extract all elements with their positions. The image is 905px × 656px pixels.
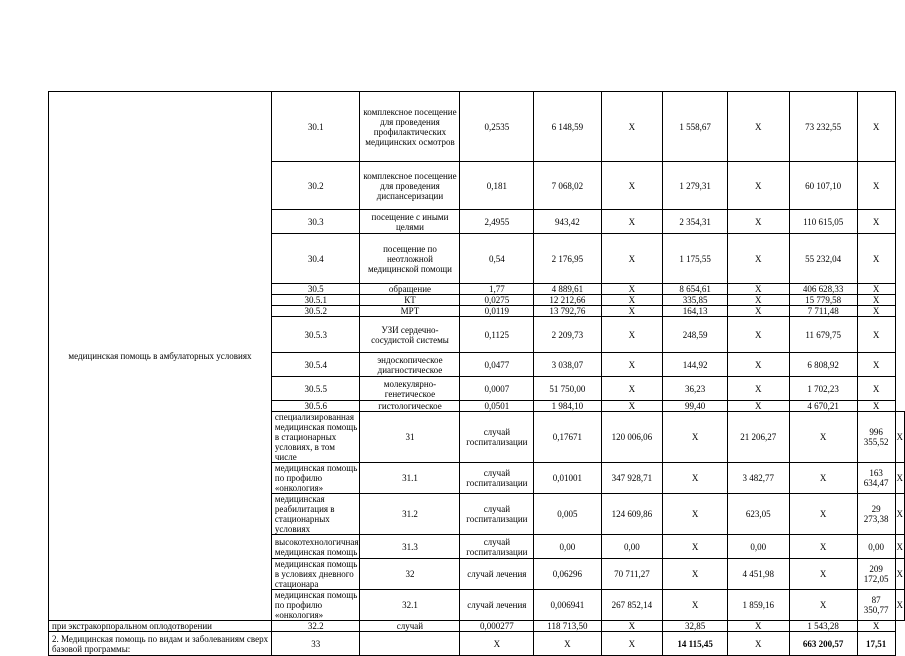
code-cell: 32.1 [360, 590, 460, 621]
code-cell: 31.2 [360, 494, 460, 535]
sum-per-capita-cell: 335,85 [663, 295, 727, 306]
x-cell-1: Х [601, 306, 663, 317]
sum-total-cell: 15 779,58 [789, 295, 857, 306]
row-label-cell: медицинская помощь по профилю «онкология» [271, 590, 360, 621]
norm-cell: 0,2535 [460, 92, 534, 162]
table-row [49, 621, 905, 632]
sum-total-cell: 4 670,21 [789, 401, 857, 412]
unit-cell: комплексное посещение для проведения профилактических медицинских осмотров [360, 92, 460, 162]
code-cell: 31.1 [360, 463, 460, 494]
cost-cell: Х [534, 632, 601, 656]
norm-cell: 0,0007 [460, 377, 534, 401]
cost-cell: 1 984,10 [534, 401, 601, 412]
unit-cell: случай госпитализации [460, 463, 534, 494]
last-cell: Х [857, 353, 895, 377]
last-cell: Х [857, 162, 895, 210]
norm-cell: 0,006941 [534, 590, 601, 621]
sum-per-capita-cell: 0,00 [727, 535, 789, 559]
cost-cell: 13 792,76 [534, 306, 601, 317]
x-cell-2: Х [727, 377, 789, 401]
last-cell: Х [857, 401, 895, 412]
norm-cell: 0,54 [460, 234, 534, 284]
norm-cell: 0,181 [460, 162, 534, 210]
x-cell-1: Х [663, 494, 727, 535]
unit-cell: случай [360, 621, 460, 632]
cost-cell: 118 713,50 [534, 621, 601, 632]
sum-total-cell: 406 628,33 [789, 284, 857, 295]
x-cell-1: Х [663, 412, 727, 463]
code-cell: 30.3 [271, 210, 360, 234]
sum-per-capita-cell: 14 115,45 [663, 632, 727, 656]
norm-cell: 2,4955 [460, 210, 534, 234]
x-cell-2: Х [727, 353, 789, 377]
x-cell-1: Х [601, 234, 663, 284]
cost-cell: 6 148,59 [534, 92, 601, 162]
x-cell-2: Х [727, 401, 789, 412]
sum-per-capita-cell: 164,13 [663, 306, 727, 317]
last-cell: Х [895, 412, 905, 463]
unit-cell: комплексное посещение для проведения диспансеризации [360, 162, 460, 210]
cost-cell: 7 068,02 [534, 162, 601, 210]
table-row [49, 92, 905, 162]
x-cell-1: Х [601, 317, 663, 353]
x-cell-2: Х [727, 621, 789, 632]
norm-cell: 0,1125 [460, 317, 534, 353]
sum-total-cell: 996 355,52 [857, 412, 895, 463]
norm-cell: Х [460, 632, 534, 656]
unit-cell: эндоскопическое диагностическое [360, 353, 460, 377]
unit-cell: случай лечения [460, 559, 534, 590]
unit-cell: посещение по неотложной медицинской помощи [360, 234, 460, 284]
cost-cell: 267 852,14 [601, 590, 663, 621]
row-label-cell: медицинская помощь по профилю «онкология» [271, 463, 360, 494]
sum-total-cell: 663 200,57 [789, 632, 857, 656]
sum-per-capita-cell: 1 175,55 [663, 234, 727, 284]
cost-cell: 347 928,71 [601, 463, 663, 494]
x-cell-1: Х [601, 295, 663, 306]
row-label-cell: медицинская помощь в условиях дневного стационара [271, 559, 360, 590]
last-cell: Х [895, 463, 905, 494]
sum-per-capita-cell: 2 354,31 [663, 210, 727, 234]
table-body [49, 92, 905, 656]
x-cell-1: Х [663, 463, 727, 494]
x-cell-1: Х [601, 621, 663, 632]
cost-cell: 70 711,27 [601, 559, 663, 590]
x-cell-1: Х [601, 284, 663, 295]
x-cell-2: Х [789, 412, 857, 463]
sum-per-capita-cell: 1 859,16 [727, 590, 789, 621]
sum-total-cell: 11 679,75 [789, 317, 857, 353]
last-cell: Х [895, 494, 905, 535]
last-cell: Х [857, 377, 895, 401]
cost-cell: 0,00 [601, 535, 663, 559]
cost-cell: 943,42 [534, 210, 601, 234]
unit-cell: молекулярно-генетическое [360, 377, 460, 401]
sum-total-cell: 60 107,10 [789, 162, 857, 210]
cost-cell: 120 006,06 [601, 412, 663, 463]
sum-total-cell: 110 615,05 [789, 210, 857, 234]
sum-per-capita-cell: 1 558,67 [663, 92, 727, 162]
cost-cell: 51 750,00 [534, 377, 601, 401]
x-cell-1: Х [601, 632, 663, 656]
unit-cell: случай лечения [460, 590, 534, 621]
sum-per-capita-cell: 4 451,98 [727, 559, 789, 590]
sum-total-cell: 163 634,47 [857, 463, 895, 494]
x-cell-2: Х [727, 317, 789, 353]
x-cell-2: Х [727, 162, 789, 210]
code-cell: 30.5.2 [271, 306, 360, 317]
x-cell-2: Х [789, 559, 857, 590]
norm-cell: 0,0477 [460, 353, 534, 377]
sum-total-cell: 209 172,05 [857, 559, 895, 590]
norm-cell: 0,0275 [460, 295, 534, 306]
x-cell-2: Х [727, 284, 789, 295]
sum-per-capita-cell: 32,85 [663, 621, 727, 632]
unit-cell [360, 632, 460, 656]
last-cell: Х [857, 234, 895, 284]
code-cell: 32.2 [271, 621, 360, 632]
sum-total-cell: 87 350,77 [857, 590, 895, 621]
sum-per-capita-cell: 36,23 [663, 377, 727, 401]
unit-cell: случай госпитализации [460, 412, 534, 463]
x-cell-2: Х [727, 210, 789, 234]
last-cell: Х [857, 621, 895, 632]
sum-total-cell: 73 232,55 [789, 92, 857, 162]
x-cell-2: Х [727, 295, 789, 306]
x-cell-1: Х [663, 559, 727, 590]
sum-per-capita-cell: 248,59 [663, 317, 727, 353]
unit-cell: МРТ [360, 306, 460, 317]
norm-cell: 0,01001 [534, 463, 601, 494]
x-cell-1: Х [601, 353, 663, 377]
unit-cell: КТ [360, 295, 460, 306]
code-cell: 32 [360, 559, 460, 590]
x-cell-2: Х [727, 632, 789, 656]
x-cell-2: Х [789, 535, 857, 559]
last-cell: Х [895, 535, 905, 559]
x-cell-2: Х [789, 494, 857, 535]
unit-cell: гистологическое [360, 401, 460, 412]
norm-cell: 0,000277 [460, 621, 534, 632]
sum-per-capita-cell: 1 279,31 [663, 162, 727, 210]
x-cell-2: Х [727, 306, 789, 317]
x-cell-2: Х [727, 92, 789, 162]
code-cell: 30.5.1 [271, 295, 360, 306]
sum-per-capita-cell: 144,92 [663, 353, 727, 377]
last-cell: Х [857, 317, 895, 353]
cost-cell: 4 889,61 [534, 284, 601, 295]
code-cell: 30.5.5 [271, 377, 360, 401]
table-row [49, 632, 905, 656]
cost-cell: 2 209,73 [534, 317, 601, 353]
code-cell: 30.5.6 [271, 401, 360, 412]
x-cell-1: Х [601, 210, 663, 234]
x-cell-1: Х [663, 590, 727, 621]
sum-total-cell: 1 702,23 [789, 377, 857, 401]
code-cell: 30.4 [271, 234, 360, 284]
x-cell-1: Х [601, 92, 663, 162]
row-label-cell: 2. Медицинская помощь по видам и заболеваниям сверх базовой программы: [49, 632, 272, 656]
row-label-cell: при экстракорпоральном оплодотворении [49, 621, 272, 632]
last-cell: Х [895, 559, 905, 590]
sum-per-capita-cell: 3 482,77 [727, 463, 789, 494]
code-cell: 31 [360, 412, 460, 463]
norm-cell: 0,0501 [460, 401, 534, 412]
row-label-cell: медицинская реабилитация в стационарных условиях [271, 494, 360, 535]
sum-total-cell: 55 232,04 [789, 234, 857, 284]
code-cell: 30.5 [271, 284, 360, 295]
sum-total-cell: 29 273,38 [857, 494, 895, 535]
last-cell: Х [857, 295, 895, 306]
unit-cell: обращение [360, 284, 460, 295]
row-label-cell: медицинская помощь в амбулаторных условиях [49, 92, 272, 621]
x-cell-1: Х [601, 401, 663, 412]
sum-total-cell: 1 543,28 [789, 621, 857, 632]
sum-total-cell: 6 808,92 [789, 353, 857, 377]
x-cell-2: Х [789, 590, 857, 621]
x-cell-2: Х [727, 234, 789, 284]
code-cell: 30.2 [271, 162, 360, 210]
x-cell-1: Х [601, 162, 663, 210]
sum-per-capita-cell: 99,40 [663, 401, 727, 412]
code-cell: 30.5.4 [271, 353, 360, 377]
norm-cell: 0,17671 [534, 412, 601, 463]
code-cell: 33 [271, 632, 360, 656]
x-cell-2: Х [789, 463, 857, 494]
unit-cell: посещение с иными целями [360, 210, 460, 234]
last-cell: Х [857, 92, 895, 162]
norm-cell: 0,005 [534, 494, 601, 535]
sum-per-capita-cell: 21 206,27 [727, 412, 789, 463]
code-cell: 31.3 [360, 535, 460, 559]
norm-cell: 0,0119 [460, 306, 534, 317]
sum-per-capita-cell: 8 654,61 [663, 284, 727, 295]
norm-cell: 0,06296 [534, 559, 601, 590]
cost-cell: 124 609,86 [601, 494, 663, 535]
code-cell: 30.5.3 [271, 317, 360, 353]
unit-cell: случай госпитализации [460, 535, 534, 559]
sum-per-capita-cell: 623,05 [727, 494, 789, 535]
row-label-cell: высокотехнологичная медицинская помощь [271, 535, 360, 559]
sum-total-cell: 7 711,48 [789, 306, 857, 317]
unit-cell: случай госпитализации [460, 494, 534, 535]
last-cell: Х [857, 284, 895, 295]
x-cell-1: Х [663, 535, 727, 559]
unit-cell: УЗИ сердечно-сосудистой системы [360, 317, 460, 353]
data-table [48, 91, 905, 656]
last-cell: Х [857, 210, 895, 234]
x-cell-1: Х [601, 377, 663, 401]
last-cell: Х [895, 590, 905, 621]
last-cell: 17,51 [857, 632, 895, 656]
norm-cell: 1,77 [460, 284, 534, 295]
last-cell: Х [857, 306, 895, 317]
cost-cell: 12 212,66 [534, 295, 601, 306]
cost-cell: 3 038,07 [534, 353, 601, 377]
norm-cell: 0,00 [534, 535, 601, 559]
row-label-cell: специализированная медицинская помощь в стационарных условиях, в том числе [271, 412, 360, 463]
sum-total-cell: 0,00 [857, 535, 895, 559]
code-cell: 30.1 [271, 92, 360, 162]
cost-cell: 2 176,95 [534, 234, 601, 284]
